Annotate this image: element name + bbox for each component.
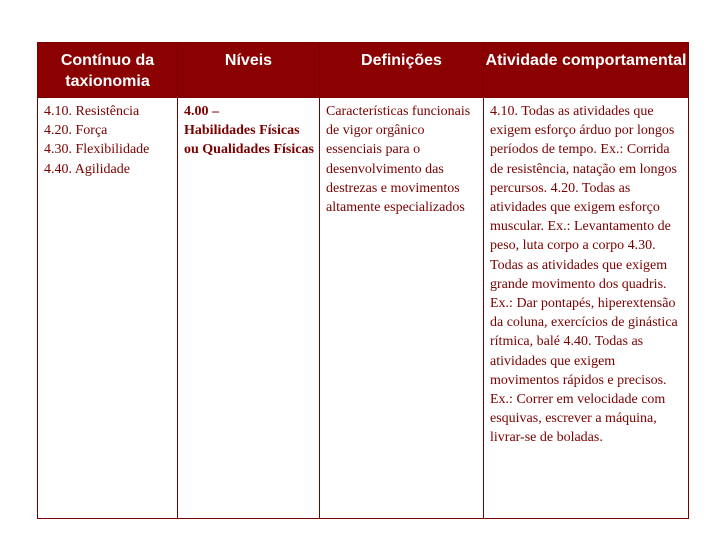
header-activity: Atividade comportamental [484,43,689,98]
table-row [38,98,689,519]
header-row [38,43,689,98]
level-title: Habilidades Físicas ou Qualidades Físicas [184,123,314,158]
header-levels: Níveis [178,43,320,98]
continuum-item: 4.10. Resistência [44,104,140,119]
header-definitions: Definições [320,43,484,98]
activity-cell [484,98,689,519]
header-continuum: Contínuo da taxionomia [38,43,178,98]
continuum-item: 4.30. Flexibilidade [44,142,150,158]
activity-text: 4.10. Todas as atividades que exigem esforço árduo por longos períodos de tempo. Ex.: Corrida de resistência, natação em longos percursos. 4.20. Todas as atividades que exigem esforço muscular. Ex.: Levantamento de peso, luta corpo a corpo 4.30. Todas as atividades que exigem grande movimento dos quadris. Ex.: Dar pontapés, hiperextensão da coluna, exercícios de ginástica rítmica, balé 4.40. Todas as atividades que exigem movimentos rápidos e precisos. Ex.: Correr em velocidade com esquivas, escrever a máquina, livrar-se de boladas. [490,104,678,446]
continuum-item: 4.40. Agilidade [44,161,130,177]
continuum-cell [38,98,178,519]
continuum-item: 4.20. Força [44,123,108,139]
definition-cell [320,98,484,519]
level-cell [178,98,320,519]
taxonomy-table [37,42,689,519]
definition-text: Características funcionais de vigor orgânico essenciais para o desenvolvimento das destrezas e movimentos altamente especializados [326,104,471,216]
level-number: 4.00 – [184,104,219,119]
